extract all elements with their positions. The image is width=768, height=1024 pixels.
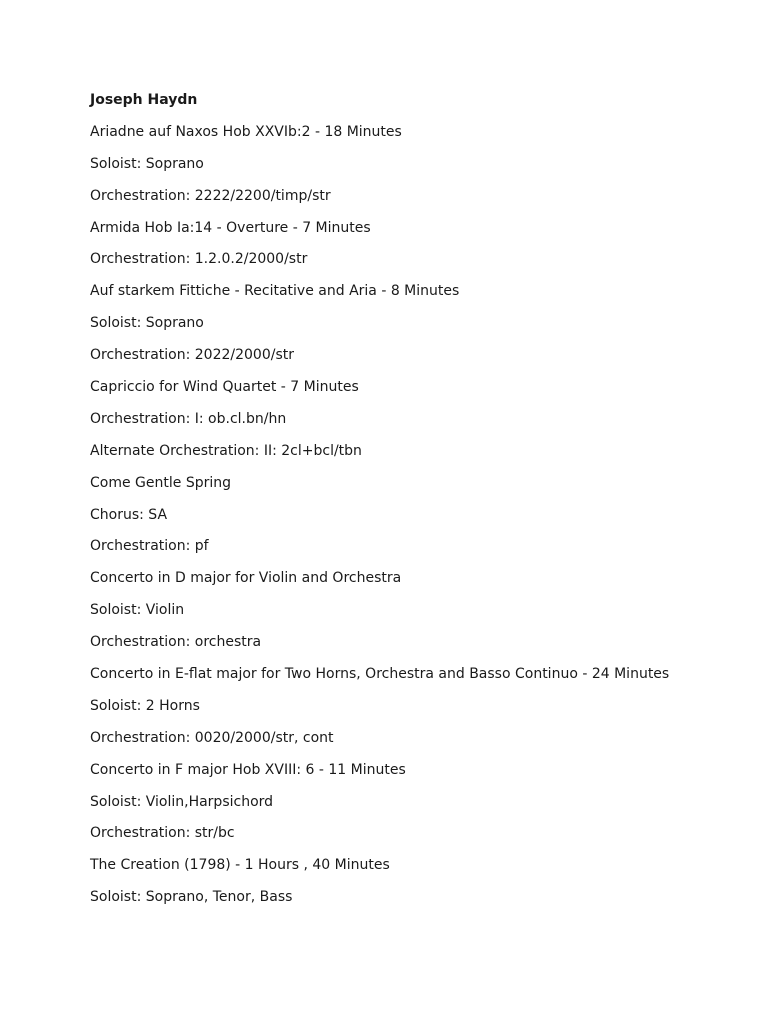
work-title: Concerto in E-flat major for Two Horns, Orchestra and Basso Continuo - 24 Minutes bbox=[90, 666, 670, 683]
work-title: The Creation (1798) - 1 Hours , 40 Minutes bbox=[90, 857, 390, 874]
chorus-line: Chorus: SA bbox=[90, 506, 168, 523]
orchestration-line: Orchestration: 2022/2000/str bbox=[90, 347, 294, 364]
orchestration-line: Orchestration: 0020/2000/str, cont bbox=[90, 729, 334, 746]
alternate-orchestration-line: Alternate Orchestration: II: 2cl+bcl/tbn bbox=[90, 442, 362, 459]
orchestration-line: Orchestration: 2222/2200/timp/str bbox=[90, 187, 331, 204]
soloist-line: Soloist: Violin bbox=[90, 602, 185, 619]
composer-heading: Joseph Haydn bbox=[90, 92, 198, 108]
orchestration-line: Orchestration: str/bc bbox=[90, 825, 235, 842]
soloist-line: Soloist: 2 Horns bbox=[90, 697, 200, 714]
work-title: Armida Hob Ia:14 - Overture - 7 Minutes bbox=[90, 219, 371, 236]
orchestration-line: Orchestration: orchestra bbox=[90, 634, 262, 651]
soloist-line: Soloist: Soprano bbox=[90, 315, 204, 332]
orchestration-line: Orchestration: 1.2.0.2/2000/str bbox=[90, 251, 308, 268]
document-body bbox=[90, 89, 740, 918]
work-title: Concerto in D major for Violin and Orchestra bbox=[90, 570, 402, 587]
work-title: Auf starkem Fittiche - Recitative and Aria - 8 Minutes bbox=[90, 283, 460, 300]
work-title: Concerto in F major Hob XVIII: 6 - 11 Minutes bbox=[90, 761, 406, 778]
work-title: Ariadne auf Naxos Hob XXVIb:2 - 18 Minutes bbox=[90, 123, 402, 140]
work-title: Come Gentle Spring bbox=[90, 474, 231, 491]
orchestration-line: Orchestration: I: ob.cl.bn/hn bbox=[90, 410, 287, 427]
soloist-line: Soloist: Soprano, Tenor, Bass bbox=[90, 889, 293, 906]
soloist-line: Soloist: Soprano bbox=[90, 155, 204, 172]
orchestration-line: Orchestration: pf bbox=[90, 538, 209, 555]
soloist-line: Soloist: Violin,Harpsichord bbox=[90, 793, 274, 810]
work-title: Capriccio for Wind Quartet - 7 Minutes bbox=[90, 379, 359, 396]
